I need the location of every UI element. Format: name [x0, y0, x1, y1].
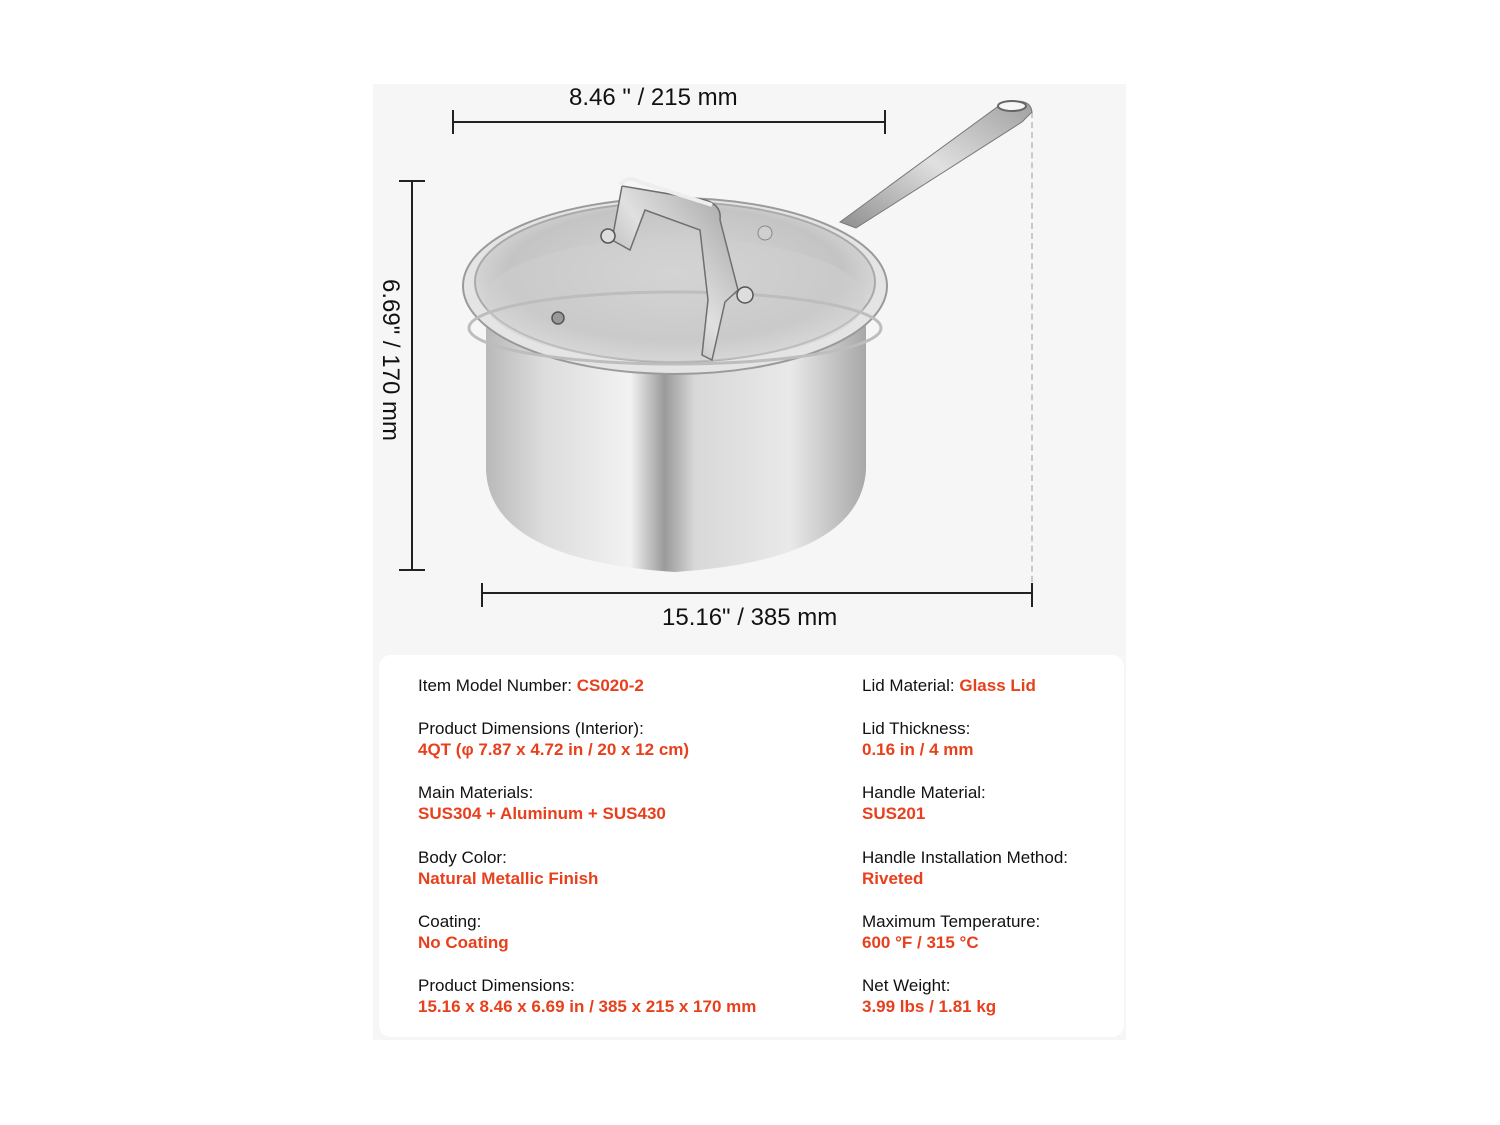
spec-value: Natural Metallic Finish	[418, 869, 599, 888]
spec-label: Lid Thickness:	[862, 719, 971, 738]
spec-label: Handle Installation Method:	[862, 848, 1069, 867]
spec-net-weight	[862, 975, 996, 1017]
spec-handle-installation	[862, 847, 1068, 889]
spec-coating	[418, 911, 509, 953]
height-dimension-line	[411, 181, 413, 570]
spec-value: Riveted	[862, 869, 924, 888]
width-dimension-label: 8.46 " / 215 mm	[569, 84, 738, 111]
length-dimension-line	[482, 592, 1033, 594]
height-dimension-label: 6.69" / 170 mm	[377, 279, 404, 441]
spec-label: Maximum Temperature:	[862, 912, 1041, 931]
spec-max-temperature	[862, 911, 1040, 953]
spec-handle-material	[862, 782, 986, 824]
spec-label: Item Model Number:	[418, 676, 572, 695]
height-dimension-tick-top	[399, 180, 425, 182]
spec-product-dimensions	[418, 975, 756, 1017]
spec-interior-dimensions	[418, 718, 689, 760]
spec-value: CS020-2	[576, 676, 644, 695]
length-dimension-tick-left	[481, 583, 483, 607]
spec-label: Main Materials:	[418, 783, 534, 802]
spec-value: 0.16 in / 4 mm	[862, 740, 974, 759]
spec-label: Body Color:	[418, 848, 507, 867]
spec-body-color	[418, 847, 598, 889]
spec-value: 4QT (φ 7.87 x 4.72 in / 20 x 12 cm)	[418, 740, 690, 759]
width-dimension-tick-left	[452, 110, 454, 134]
spec-value: SUS304 + Aluminum + SUS430	[418, 804, 666, 823]
spec-lid-thickness	[862, 718, 974, 760]
spec-value: No Coating	[418, 933, 509, 952]
spec-label: Net Weight:	[862, 976, 951, 995]
spec-value: 15.16 x 8.46 x 6.69 in / 385 x 215 x 170 mm	[418, 997, 757, 1016]
spec-label: Handle Material:	[862, 783, 986, 802]
spec-label: Coating:	[418, 912, 482, 931]
saucepan-image	[460, 95, 1040, 585]
length-dimension-tick-right	[1031, 583, 1033, 607]
spec-label: Product Dimensions (Interior):	[418, 719, 644, 738]
spec-main-materials	[418, 782, 666, 824]
spec-label: Product Dimensions:	[418, 976, 575, 995]
length-dimension-label: 15.16" / 385 mm	[662, 604, 838, 631]
spec-label: Lid Material:	[862, 676, 955, 695]
spec-value: 3.99 lbs / 1.81 kg	[862, 997, 997, 1016]
spec-value: 600 °F / 315 °C	[862, 933, 979, 952]
spec-value: SUS201	[862, 804, 926, 823]
spec-value: Glass Lid	[959, 676, 1036, 695]
height-dimension-tick-bottom	[399, 569, 425, 571]
spec-lid-material	[862, 675, 1036, 696]
spec-item-model-number	[418, 675, 644, 696]
